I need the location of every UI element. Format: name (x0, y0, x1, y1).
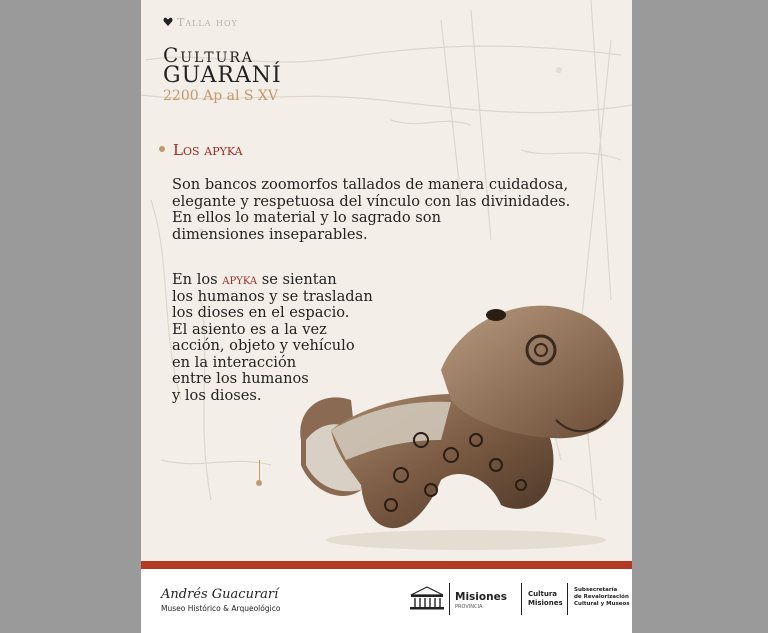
p2-line: en la interacción (172, 353, 297, 371)
misiones-logo: Misiones (455, 591, 507, 603)
logo-separator (449, 583, 450, 615)
poster (141, 0, 632, 633)
subsecretaria-logo (574, 587, 630, 608)
p1-line: elegante y respetuosa del vínculo con las divinidades. (172, 192, 571, 210)
p2-line: El asiento es a la vez (172, 320, 327, 338)
p1-line: En ellos lo material y lo sagrado son (172, 209, 441, 226)
p2-line: los dioses en el espacio. (172, 304, 350, 321)
p1-line: dimensiones inseparables. (172, 225, 368, 243)
misiones-logo-sub: PROVINCIA (455, 604, 483, 610)
apyka-keyword: apyka (222, 271, 258, 288)
date-range: 2200 Ap al S XV (163, 88, 278, 104)
p2-line: acción, objeto y vehículo (172, 337, 355, 354)
page-title-line1: Cultura (163, 43, 255, 67)
building-icon (409, 585, 445, 611)
decorative-dot (256, 480, 262, 486)
header-tag (163, 16, 238, 29)
cultura-misiones-logo (528, 590, 563, 608)
heart-icon (163, 17, 173, 27)
museum-logo-subtitle: Museo Histórico & Arqueológico (161, 604, 281, 613)
bullet-dot-icon (159, 146, 165, 152)
cultura-logo-line: Misiones (528, 599, 563, 607)
museum-logo-name: Andrés Guacurarí (161, 587, 279, 602)
logo-separator (567, 583, 568, 615)
subsecretaria-logo-line: de Revalorización (574, 594, 629, 600)
subsecretaria-logo-line: Cultural y Museos (574, 601, 630, 607)
p2-line: y los dioses. (172, 386, 262, 404)
red-divider-bar (141, 561, 632, 569)
p1-line: Son bancos zoomorfos tallados de manera cuidadosa, (172, 176, 569, 193)
section-heading-text: Los apyka (173, 141, 243, 159)
p2-line: los humanos y se trasladan (172, 287, 373, 305)
p2-line: entre los humanos (172, 370, 309, 387)
logo-separator (521, 583, 522, 615)
page-title-line2: GUARANÍ (163, 63, 282, 88)
cultura-logo-line: Cultura (528, 590, 558, 598)
section-heading (159, 141, 243, 159)
p2-prefix: En los (172, 271, 223, 288)
paragraph-1 (172, 177, 622, 243)
p2-suffix: se sientan (257, 271, 337, 288)
footer (141, 569, 632, 633)
header-tag-text: Talla hoy (177, 16, 238, 29)
apyka-carved-bench-image (291, 290, 631, 555)
subsecretaria-logo-line: Subsecretaría (574, 587, 618, 593)
